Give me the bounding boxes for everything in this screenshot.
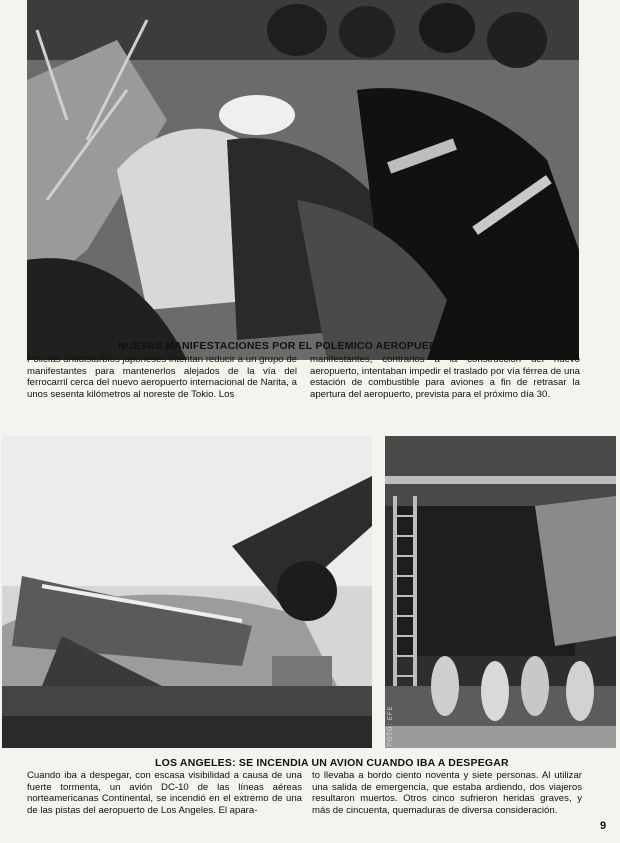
story2-column-right: to llevaba a bordo ciento noventa y siete personas. Al utilizar una salida de emergencia, que estaba ardiendo, dos viajeros resultaron muertos. Otros cinco sufrieron heridas graves, y más de cincuenta, quemaduras de diversa consideración. (312, 770, 582, 816)
burning-airplane-photo (2, 436, 372, 748)
firefighters-photo (385, 436, 616, 748)
photo-credit: FOTO: EFE (388, 705, 394, 746)
story1-headline: NUEVAS MANIFESTACIONES POR EL POLEMICO AEROPUERTO JAPONES DE NARITA (118, 340, 568, 352)
story2-headline: LOS ANGELES: SE INCENDIA UN AVION CUANDO IBA A DESPEGAR (155, 757, 509, 769)
story1-column-left: Policías antidisturbios japoneses intentan reducir a un grupo de manifestantes para mantenerlos alejados de la vía del ferrocarril cerca del nuevo aeropuerto internacional de Narita, a unos sesenta kilómetros al noreste de Tokio. Los (27, 354, 297, 400)
page-number: 9 (600, 820, 607, 832)
story2-column-left: Cuando iba a despegar, con escasa visibilidad a causa de una fuerte tormenta, un avión DC-10 de las líneas aéreas norteamericanas Continental, se incendió en el extremo de una de las pistas del aeropuerto de Los Angeles. El apara- (27, 770, 302, 816)
story1-column-right: manifestantes, contrarios a la construcción del nuevo aeropuerto, intentaban impedir el traslado por vía férrea de una estación de combustible para aviones a fin de retrasar la apertura del aeropuerto, prevista para el próximo día 30. (310, 354, 580, 400)
riot-police-photo (27, 0, 579, 360)
